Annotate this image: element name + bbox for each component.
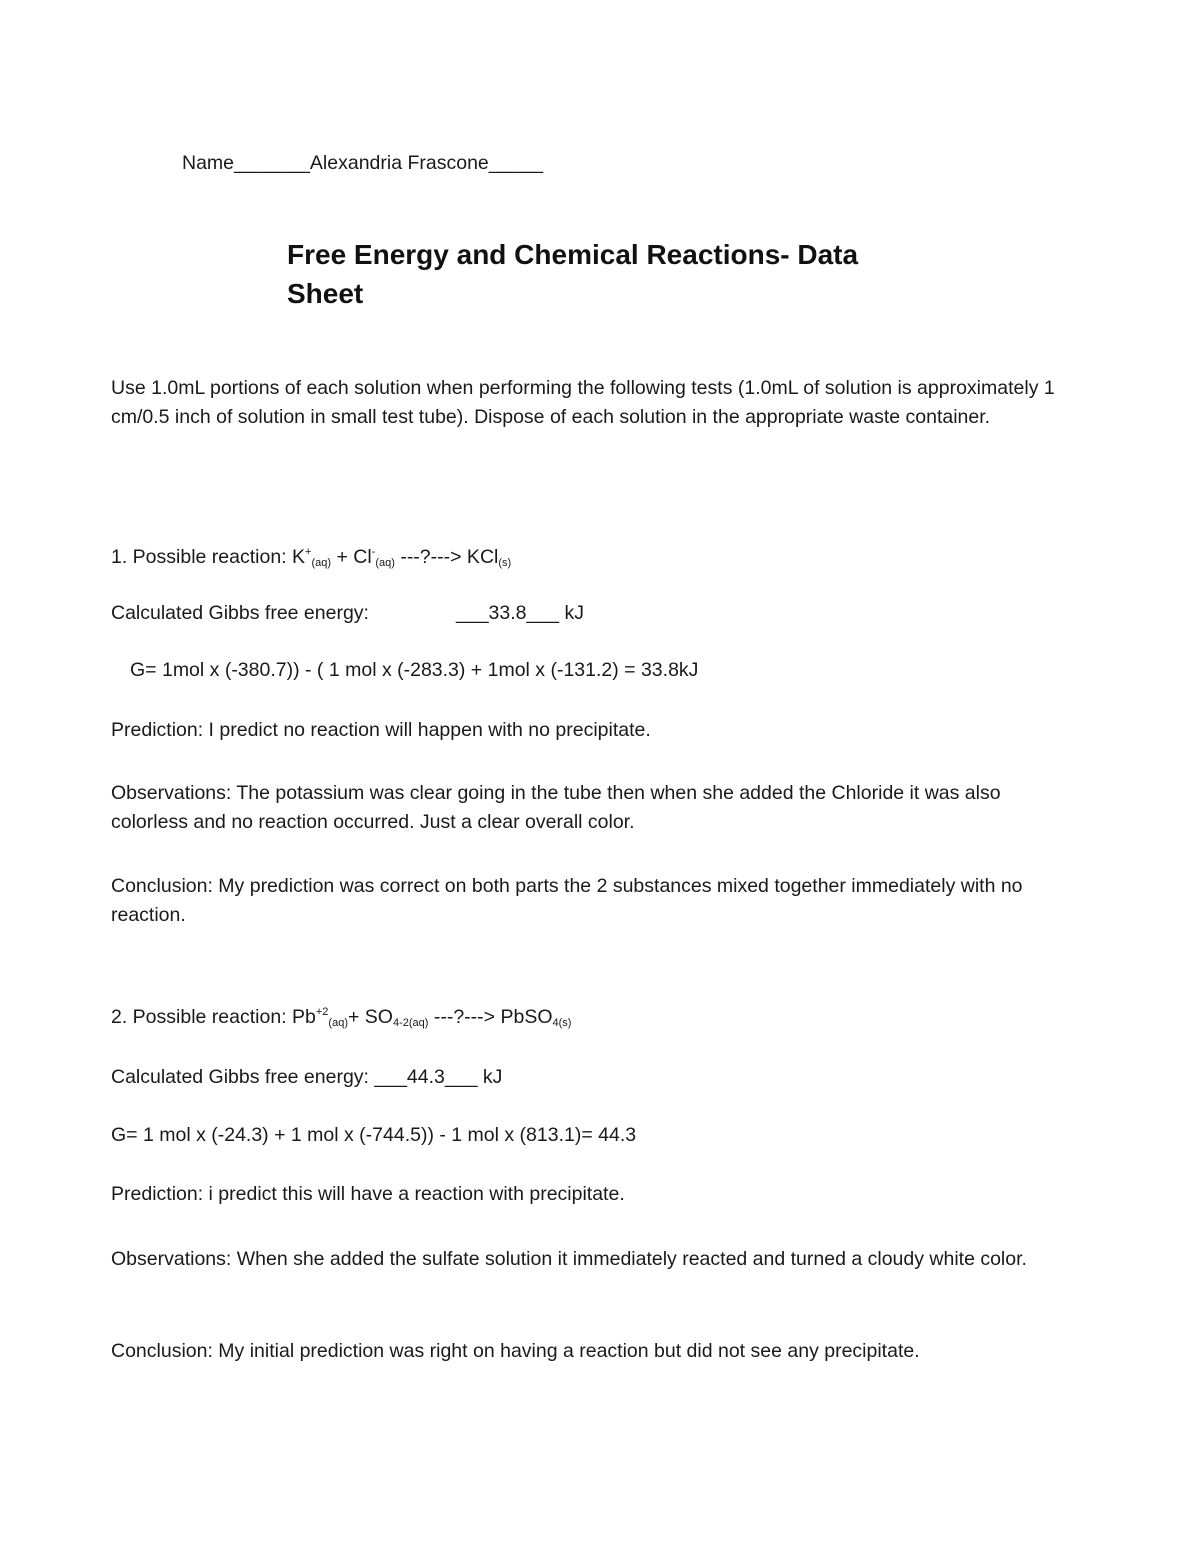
title-line-1: Free Energy and Chemical Reactions- Data [287,239,859,270]
prediction-2: Prediction: i predict this will have a reaction with precipitate. [111,1183,625,1205]
prediction-1: Prediction: I predict no reaction will happen with no precipitate. [111,719,651,741]
reaction-2-product-state: 4(s) [552,1017,572,1029]
observations-1: Observations: The potassium was clear going in the tube then when she added the Chloride it was also colorless and no reaction occurred. Just a clear overall color. [111,782,1001,833]
reaction-1-k-state: (aq) [311,557,332,569]
reaction-1-product-state: (s) [498,557,512,569]
conclusion-2: Conclusion: My initial prediction was right on having a reaction but did not see any precipitate. [111,1340,920,1362]
intro-paragraph: Use 1.0mL portions of each solution when performing the following tests (1.0mL of solution is approximately 1 cm/0.5 inch of solution in small test tube). Dispose of each solution in the appropriate waste container. [111,377,1055,428]
name-line: Name_______Alexandria Frascone_____ [182,152,543,174]
reaction-2-pb-state: (aq) [328,1017,348,1029]
gibbs-equation-2: G= 1 mol x (-24.3) + 1 mol x (-744.5)) - 1 mol x (813.1)= 44.3 [111,1124,637,1146]
reaction-1-cl-charge: - [371,546,376,558]
reaction-1-cl-state: (aq) [375,557,395,569]
page-title [287,235,987,313]
reaction-2-pb-charge: +2 [315,1006,329,1018]
observations-2: Observations: When she added the sulfate solution it immediately reacted and turned a cloudy white color. [111,1248,1027,1270]
gibbs-value-1: ___33.8___ kJ [456,602,584,624]
reaction-2-so4: + SO [347,1006,393,1028]
reaction-1 [111,543,511,571]
gibbs-equation-1: G= 1mol x (-380.7)) - ( 1 mol x (-283.3) + 1mol x (-131.2) = 33.8kJ [130,659,699,681]
reaction-2 [111,1003,571,1031]
title-line-2: Sheet [287,278,364,309]
conclusion-1: Conclusion: My prediction was correct on both parts the 2 substances mixed together immediately with no reaction. [111,875,1023,926]
reaction-2-prefix: 2. Possible reaction: Pb [111,1006,316,1028]
reaction-1-k-charge: + [305,546,312,558]
gibbs-label-1: Calculated Gibbs free energy: [111,602,369,624]
reaction-1-product: ---?---> KCl [394,546,499,568]
reaction-2-so4-state: 4-2(aq) [392,1017,429,1029]
reaction-2-product: ---?---> PbSO [428,1006,553,1028]
reaction-1-prefix: 1. Possible reaction: K [111,546,306,568]
reaction-1-cl: + Cl [331,546,372,568]
gibbs-line-2: Calculated Gibbs free energy: ___44.3___ kJ [111,1066,503,1088]
